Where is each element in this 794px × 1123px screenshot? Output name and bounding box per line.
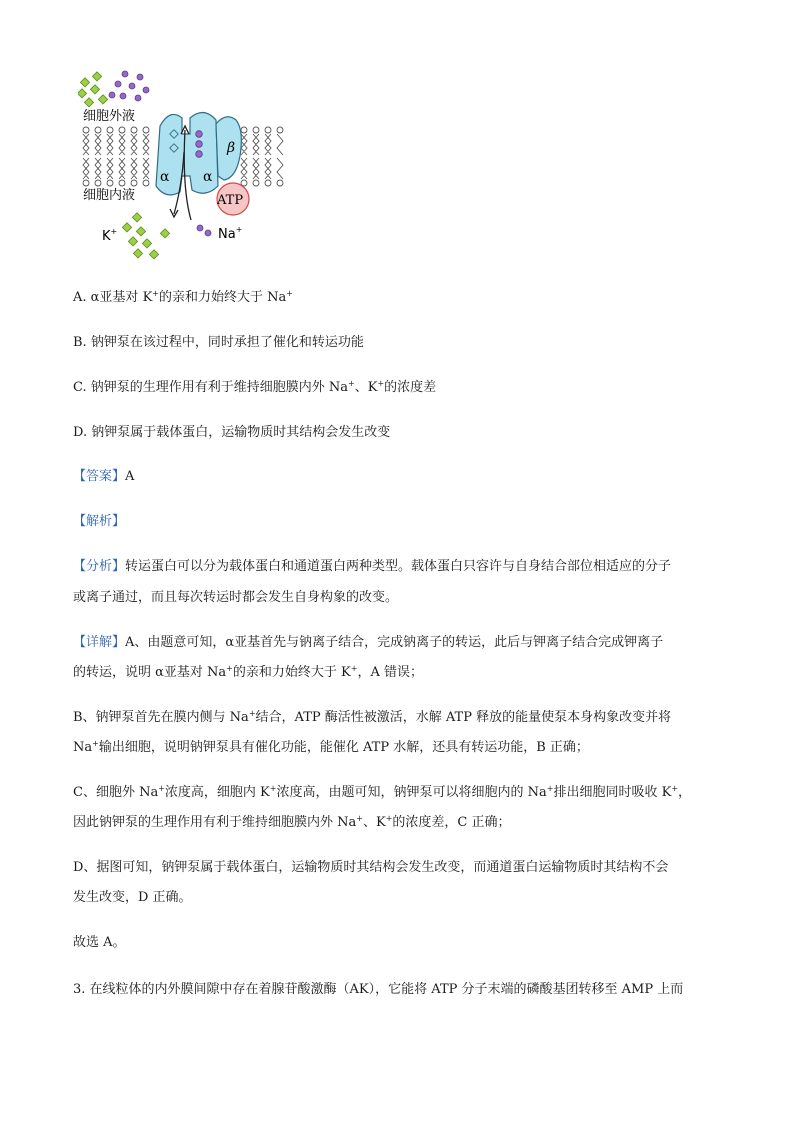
sodium-potassium-pump-figure xyxy=(78,68,288,268)
alpha-left-label: α xyxy=(160,169,170,185)
xiangjie-c-line-2: 因此钠钾泵的生理作用有利于维持细胞膜内外 Na+、K+的浓度差，C 正确； xyxy=(73,814,511,830)
question-3: 3. 在线粒体的内外膜间隙中存在着腺苷酸激酶（AK），它能将 ATP 分子末端的磷酸基团转移至 AMP 上而 xyxy=(73,982,684,997)
option-b: B. 钠钾泵在该过程中，同时承担了催化和转运功能 xyxy=(73,335,364,350)
option-c: C. 钠钾泵的生理作用有利于维持细胞膜内外 Na+、K+的浓度差 xyxy=(73,379,437,395)
xiangjie-d-line-1: D、据图可知，钠钾泵属于载体蛋白，运输物质时其结构会发生改变，而通道蛋白运输物质时其结构不会 xyxy=(73,860,669,875)
xiangjie-c-line-1: C、细胞外 Na+浓度高，细胞内 K+浓度高，由题可知，钠钾泵可以将细胞内的 Na+排出细胞同时吸收 K+， xyxy=(73,784,692,800)
answer-line xyxy=(73,469,134,485)
conclusion: 故选 A。 xyxy=(73,935,126,950)
fenxi-line-2: 或离子通过，而且每次转运时都会发生自身构象的改变。 xyxy=(73,590,399,605)
alpha-right-label: α xyxy=(203,169,213,185)
option-a: A. α亚基对 K+的亲和力始终大于 Na+ xyxy=(73,289,293,305)
fenxi-line-1: 【分析】转运蛋白可以分为载体蛋白和通道蛋白两种类型。载体蛋白只容许与自身结合部位相适应的分子 xyxy=(73,559,672,574)
pump-diagram xyxy=(78,68,288,268)
k-ion-label: K+ xyxy=(102,227,118,244)
atp-label: ATP xyxy=(217,193,244,208)
answer-value: A xyxy=(125,469,135,484)
na-ion-label: Na+ xyxy=(218,225,243,242)
xiangjie-d-line-2: 发生改变，D 正确。 xyxy=(73,890,192,905)
extracellular-label: 细胞外液 xyxy=(83,109,136,124)
k-ion-cluster-outside xyxy=(78,72,108,107)
answer-tag: 【答案】 xyxy=(73,469,126,484)
intracellular-label: 细胞内液 xyxy=(83,188,136,203)
beta-label: β xyxy=(227,140,236,156)
xiangjie-b-line-1: B、钠钾泵首先在膜内侧与 Na+结合，ATP 酶活性被激活，水解 ATP 释放的能量使泵本身构象改变并将 xyxy=(73,709,672,725)
option-d: D. 钠钾泵属于载体蛋白，运输物质时其结构会发生改变 xyxy=(73,425,391,440)
xiangjie-line-2: 的转运，说明 α亚基对 Na+的亲和力始终大于 K+，A 错误； xyxy=(73,664,423,680)
na-ion-cluster-outside xyxy=(109,71,149,101)
k-ion-cluster-inside xyxy=(122,213,169,259)
xiangjie-b-line-2: Na+输出细胞，说明钠钾泵具有催化功能，能催化 ATP 水解，还具有转运功能，B 正确； xyxy=(73,739,589,755)
analysis-title: 【解析】 xyxy=(73,514,126,529)
na-ion-binding-sites xyxy=(196,131,203,158)
na-ion-cluster-inside xyxy=(197,225,211,236)
xiangjie-line-1: 【详解】A、由题意可知，α亚基首先与钠离子结合，完成钠离子的转运，此后与钾离子结合完成钾离子 xyxy=(73,635,664,650)
